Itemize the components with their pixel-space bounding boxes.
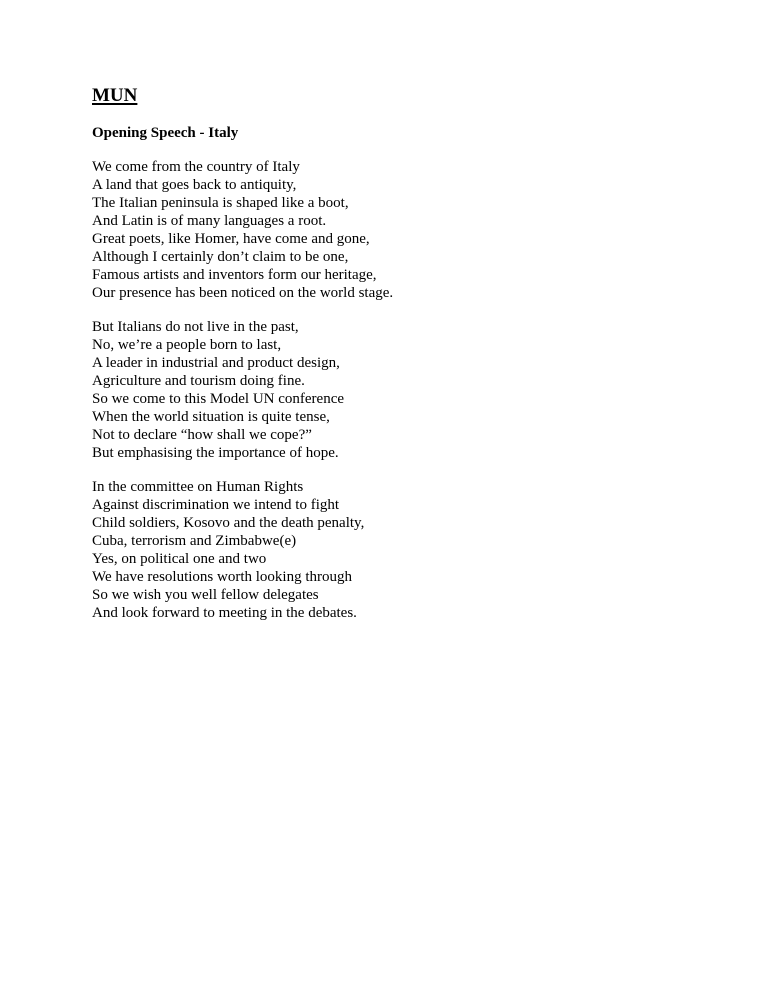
document-subtitle: Opening Speech - Italy	[92, 125, 239, 141]
poem-line: Although I certainly don’t claim to be one,	[92, 249, 349, 265]
poem-line: No, we’re a people born to last,	[92, 337, 282, 353]
poem-line: We come from the country of Italy	[92, 159, 300, 175]
poem-line: In the committee on Human Rights	[92, 479, 304, 495]
stanza-2	[92, 318, 712, 462]
poem-line: Cuba, terrorism and Zimbabwe(e)	[92, 533, 297, 549]
poem-line: Child soldiers, Kosovo and the death penalty,	[92, 515, 365, 531]
poem-line: Not to declare “how shall we cope?”	[92, 427, 312, 443]
document-body	[92, 84, 712, 622]
document-title: MUN	[92, 85, 138, 106]
poem-line: We have resolutions worth looking through	[92, 569, 353, 585]
poem-line: Yes, on political one and two	[92, 551, 267, 567]
poem-line: Great poets, like Homer, have come and gone,	[92, 231, 370, 247]
poem-line: And Latin is of many languages a root.	[92, 213, 327, 229]
poem-line: Our presence has been noticed on the world stage.	[92, 285, 394, 301]
poem-line: Famous artists and inventors form our heritage,	[92, 267, 377, 283]
stanza-3	[92, 478, 712, 622]
poem-line: A leader in industrial and product design,	[92, 355, 340, 371]
poem-line: And look forward to meeting in the debates.	[92, 605, 357, 621]
poem-line: Agriculture and tourism doing fine.	[92, 373, 305, 389]
poem-line: So we come to this Model UN conference	[92, 391, 345, 407]
poem-line: So we wish you well fellow delegates	[92, 587, 319, 603]
poem-line: But emphasising the importance of hope.	[92, 445, 339, 461]
stanza-1	[92, 158, 712, 302]
poem-line: Against discrimination we intend to fight	[92, 497, 340, 513]
poem-line: The Italian peninsula is shaped like a boot,	[92, 195, 349, 211]
poem-line: But Italians do not live in the past,	[92, 319, 299, 335]
poem-line: A land that goes back to antiquity,	[92, 177, 297, 193]
poem-line: When the world situation is quite tense,	[92, 409, 330, 425]
